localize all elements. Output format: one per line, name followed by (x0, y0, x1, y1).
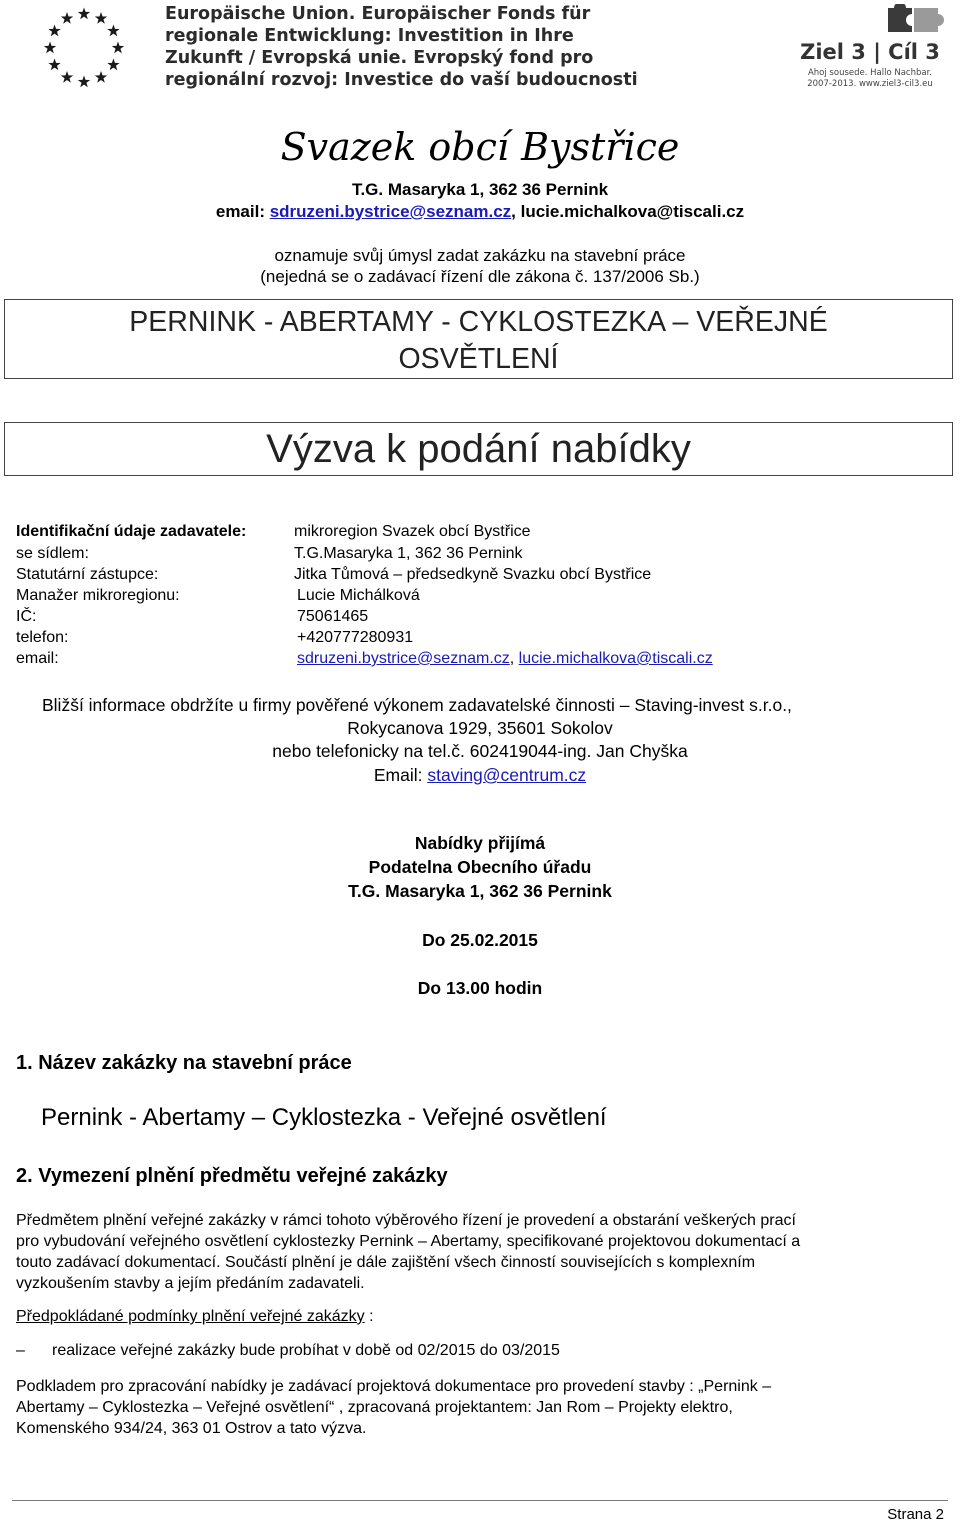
email-label: email: (215, 202, 270, 221)
project-title-line: PERNINK - ABERTAMY - CYKLOSTEZKA – VEŘEJNÉ (129, 306, 828, 338)
condition-item (16, 1340, 946, 1361)
scope-line: Předmětem plnění veřejné zakázky v rámci tohoto výběrového řízení je provedení a obstarání veškerých prací (16, 1212, 796, 1229)
conditions-heading (16, 1306, 946, 1327)
id-value-email (297, 648, 713, 669)
ziel3-subtitle (800, 68, 940, 90)
basis-line: Abertamy – Cyklostezka – Veřejné osvětlení“ , zpracovaná projektantem: Jan Rom – Projekty elektro, (16, 1399, 733, 1416)
organization-email (0, 201, 960, 223)
id-value-statutory: Jitka Tůmová – předsedkyně Svazku obcí Bystřice (294, 566, 652, 583)
footer-divider (12, 1500, 948, 1501)
eu-funding-text (165, 3, 645, 91)
email-separator: , (509, 650, 519, 667)
organization-name: Svazek obcí Bystřice (280, 125, 680, 169)
eu-flag-logo (16, 0, 152, 96)
id-value-manager: Lucie Michálková (297, 587, 420, 604)
condition-text: realizace veřejné zakázky bude probíhat v době od 02/2015 do 03/2015 (52, 1342, 560, 1359)
contact-email (0, 764, 960, 787)
scope-line: pro vybudování veřejného osvětlení cyklostezky Pernink – Abertamy, specifikované projektovou dokumentací a (16, 1233, 801, 1250)
scope-paragraph (16, 1210, 946, 1294)
section-1-heading: 1. Název zakázky na stavební práce (16, 1052, 352, 1074)
intent-note: (nejedná se o zadávací řízení dle zákona č. 137/2006 Sb.) (260, 267, 700, 286)
page-number: Strana 2 (887, 1506, 944, 1523)
eu-text-line: Europäische Union. Europäischer Fonds für (165, 4, 591, 24)
contract-name: Pernink - Abertamy – Cyklostezka - Veřejné osvětlení (41, 1104, 607, 1131)
call-title-box (4, 422, 953, 476)
basis-line: Podkladem pro zpracování nabídky je zadávací projektová dokumentace pro provedení stavby : „Pernink – (16, 1378, 772, 1395)
contact-address: Rokycanova 1929, 35601 Sokolov (347, 718, 613, 738)
id-label-statutory: Statutární zástupce: (16, 566, 159, 583)
id-label-contracting-authority: Identifikační údaje zadavatele: (16, 523, 247, 540)
basis-line: Komenského 934/24, 363 01 Ostrov a tato výzva. (16, 1420, 367, 1437)
submission-address: T.G. Masaryka 1, 362 36 Pernink (348, 881, 612, 901)
ziel3-title: Ziel 3 | Cíl 3 (800, 40, 940, 64)
email-link-sdruzeni[interactable]: sdruzeni.bystrice@seznam.cz (269, 202, 512, 221)
submission-receiver: Nabídky přijímá (414, 833, 546, 853)
id-value-contracting-authority: mikroregion Svazek obcí Bystřice (294, 523, 531, 540)
bullet-dash-icon: – (16, 1342, 25, 1359)
email-link-michalkova[interactable]: lucie.michalkova@tiscali.cz (518, 650, 713, 667)
submission-time: Do 13.00 hodin (417, 978, 543, 998)
id-value-seat: T.G.Masaryka 1, 362 36 Pernink (294, 545, 523, 562)
project-title-line: OSVĚTLENÍ (398, 343, 559, 375)
conditions-heading-text: Předpokládané podmínky plnění veřejné zakázky (16, 1308, 365, 1325)
contact-email-label: Email: (373, 765, 428, 785)
eu-text-line: regionale Entwicklung: Investition in Ihre (165, 26, 574, 46)
scope-line: touto zadávací dokumentací. Součástí plnění je dále zajištění všech činností souvisejících s komplexním (16, 1254, 756, 1271)
submission-date: Do 25.02.2015 (422, 930, 538, 950)
project-title-box (4, 299, 953, 379)
id-value-ic: 75061465 (297, 608, 369, 625)
id-label-ic: IČ: (16, 608, 37, 625)
conditions-heading-suffix: : (364, 1308, 374, 1325)
ziel3-subtitle-line: 2007-2013. www.ziel3-cil3.eu (807, 79, 933, 89)
basis-paragraph (16, 1376, 946, 1439)
eu-text-line: regionální rozvoj: Investice do vaší budoucnosti (165, 70, 638, 90)
section-2-heading: 2. Vymezení plnění předmětu veřejné zakázky (16, 1165, 448, 1187)
eu-text-line: Zukunft / Evropská unie. Evropský fond pro (165, 48, 594, 68)
submission-office: Podatelna Obecního úřadu (368, 857, 592, 877)
ziel3-subtitle-line: Ahoj sousede. Hallo Nachbar. (807, 68, 933, 78)
email-link-staving[interactable]: staving@centrum.cz (427, 765, 587, 785)
email-secondary: , lucie.michalkova@tiscali.cz (511, 202, 745, 221)
id-label-phone: telefon: (16, 629, 69, 646)
id-label-email: email: (16, 650, 59, 667)
scope-line: vyzkoušením stavby a jejím předáním zadavateli. (16, 1275, 365, 1292)
id-label-seat: se sídlem: (16, 545, 89, 562)
intent-line: oznamuje svůj úmysl zadat zakázku na stavební práce (274, 246, 686, 265)
id-value-phone: +420777280931 (297, 629, 414, 646)
id-label-manager: Manažer mikroregionu: (16, 587, 180, 604)
contact-info-line: Bližší informace obdržíte u firmy pověřené výkonem zadavatelské činnosti – Staving-invest s.r.o., (42, 695, 792, 715)
email-link-sdruzeni[interactable]: sdruzeni.bystrice@seznam.cz (297, 650, 510, 667)
organization-address: T.G. Masaryka 1, 362 36 Pernink (351, 180, 609, 199)
call-title: Výzva k podání nabídky (266, 427, 691, 471)
contact-phone: nebo telefonicky na tel.č. 602419044-ing. Jan Chyška (272, 741, 688, 761)
